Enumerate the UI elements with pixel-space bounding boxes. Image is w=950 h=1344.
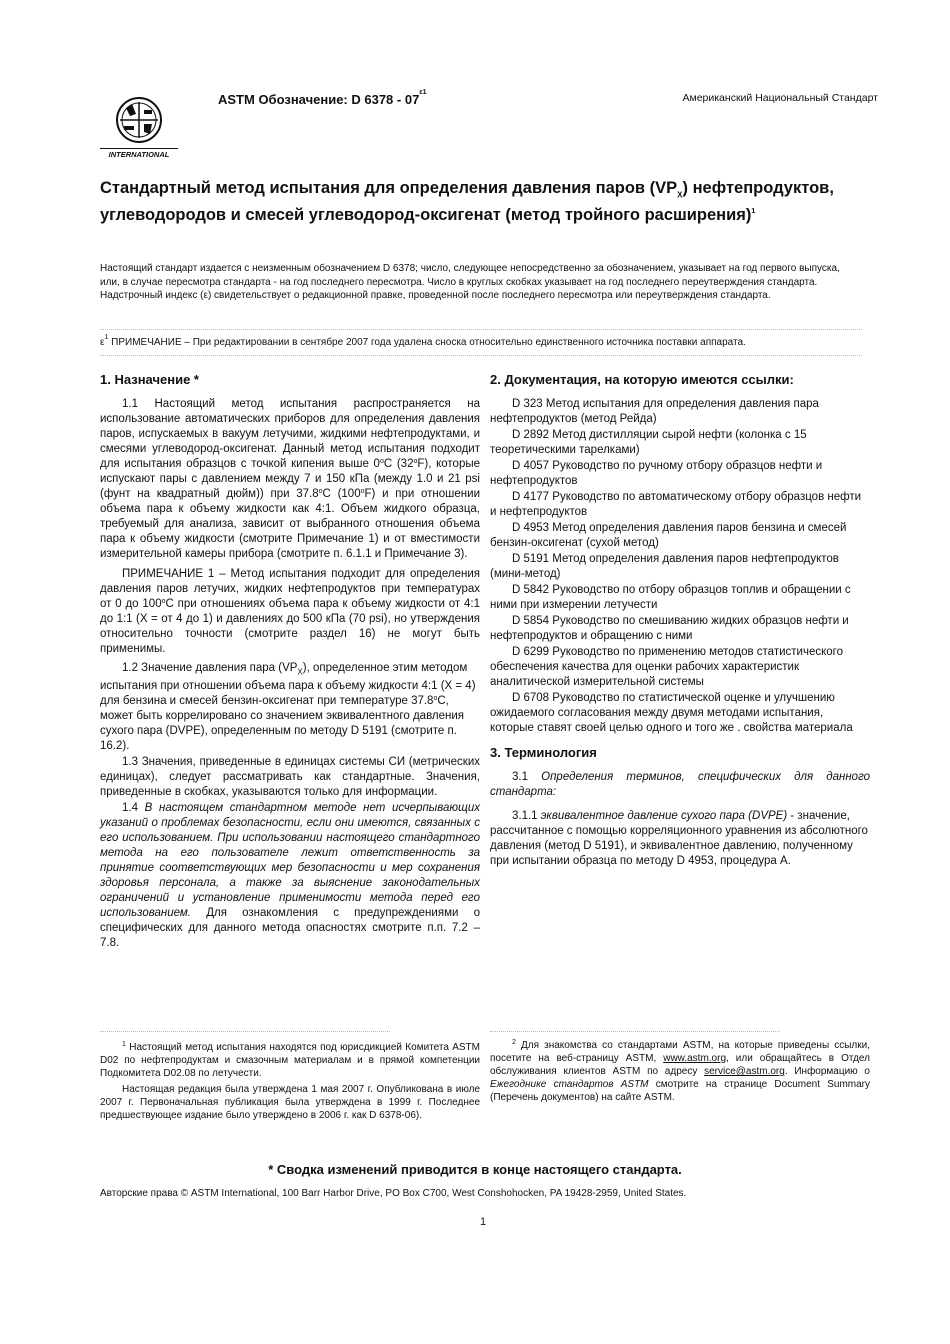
- s1p4-italic: В настоящем стандартном методе нет исчерпывающих указаний о проблемах безопасности, если они имеются, связанных с его использованием. При использовании настоящего стандартного метода на его пользователе лежит ответственность за принятие соответствующих мер безопасности и мер сохранения здоровья персонала, а также за выяснение законодательных ограничений и установление применимости метода перед его использованием.: [100, 802, 480, 920]
- astm-website-link[interactable]: www.astm.org: [663, 1053, 727, 1064]
- s1p1-e: F) и при отношении объема пара к объему жидкости как 4:1. Объем жидкого образца, требуемый для анализа, зависит от выбранного отношения объема пара к объему жидкости (смотрите Примечание 1) и от вместимости измерительной камеры прибора (смотрите п. 6.1.1 и Примечание 3).: [100, 488, 480, 560]
- deg: o: [413, 458, 418, 465]
- astm-logo: [100, 94, 178, 160]
- logo-caption: INTERNATIONAL: [100, 148, 178, 159]
- s1p1-c: F), которые испускают пары с давлением между 7 и 150 кПа (между 1.0 и 21 psi (фунт на квадратный дюйм)) при 37.8: [100, 458, 480, 500]
- fn2-b: , или обращайтесь в Отдел обслуживания клиентов ASTM по адресу: [490, 1053, 870, 1077]
- epsilon-sup: 1: [104, 334, 109, 341]
- section3-heading: 3. Терминология: [490, 745, 597, 760]
- reference-item: D 5854 Руководство по смешиванию жидких образцов нефти и нефтепродуктов и обращению с ними: [490, 615, 849, 642]
- footnote-rule-left: [100, 1031, 390, 1032]
- divider-top: [100, 329, 862, 330]
- left-column: [100, 372, 480, 952]
- fn2-mark: 2: [512, 1039, 516, 1046]
- section3-p2: [490, 809, 870, 869]
- reference-item: D 4953 Метод определения давления паров бензина и смесей бензин-оксигенат (сухой метод): [490, 522, 847, 549]
- page-number: 1: [479, 1216, 487, 1228]
- summary-of-changes: * Сводка изменений приводится в конце настоящего стандарта.: [268, 1162, 682, 1177]
- section1-p4: [100, 801, 480, 951]
- reference-item: D 2892 Метод дистилляции сырой нефти (колонка с 15 теоретическими тарелками): [490, 429, 807, 456]
- reference-item: D 323 Метод испытания для определения давления пара нефтепродуктов (метод Рейда): [490, 398, 819, 425]
- deg: o: [318, 488, 323, 495]
- issuance-statement: Настоящий стандарт издается с неизменным обозначением D 6378; число, следующее непосредственно за обозначением, указывает на год первого выпуска, или, в случае пересмотра стандарта - на год последнего пересмотра. Число в круглых скобках указывает на год последнего переутверждения стандарта. Надстрочный индекс (ε) свидетельствует о редакционной правке, проведенной после последнего пересмотра или переутверждения стандарта.: [100, 263, 840, 301]
- epsilon-mark: ε: [100, 337, 105, 348]
- s3p2-num: 3.1.1: [512, 810, 541, 822]
- section1-heading: 1. Назначение *: [100, 372, 199, 387]
- footnote-2-p: [490, 1039, 870, 1104]
- s1p1-b: C (32: [383, 458, 414, 470]
- title-sub: X: [677, 190, 683, 200]
- footnote-1: [100, 1041, 480, 1125]
- note1-a: ПРИМЕЧАНИЕ 1 – Метод испытания подходит для определения давления паров летучих, жидких нефтепродуктов при температурах от 0 до 100: [100, 568, 480, 610]
- divider-bottom: [100, 355, 862, 356]
- deg: o: [161, 598, 166, 605]
- s1p1-d: C (100: [322, 488, 361, 500]
- reference-item: D 5191 Метод определения давления паров нефтепродуктов (мини-метод): [490, 553, 839, 580]
- title-part2: ) нефтепродуктов, углеводородов и смесей углеводород-оксигенат (метод тройного расширения): [100, 179, 834, 225]
- footnote-1-p2: Настоящая редакция была утверждена 1 мая 2007 г. Опубликована в июле 2007 г. Первоначальная публикация была утверждена в 1999 г. Последнее предшествующее издание было утверждено в 2006 г. как D 6378-06).: [100, 1084, 480, 1121]
- s1p2-c: C, может быть коррелировано со значением эквивалентного давления сухого пара (DVPE), определенным по методу D 5191 (смотрите п. 16.2).: [100, 695, 465, 753]
- s1p1-a: 1.1 Настоящий метод испытания распространяется на использование автоматических приборов для определения давления паров, испускаемых в вакуум летучими, жидкими нефтепродуктами, и смесями углеводород-оксигенат. Данный метод испытания подходит для испытания образцов с точкой кипения выше 0: [100, 398, 480, 470]
- document-title: [100, 178, 860, 225]
- title-part1: Стандартный метод испытания для определения давления паров (VP: [100, 179, 678, 197]
- s1p4-rest: Для ознакомления с предупреждениями о специфических для данного метода опасностях смотрите п.п. 7.2 – 7.8.: [100, 907, 480, 950]
- right-column: [490, 372, 870, 870]
- reference-item: D 6299 Руководство по применению методов статистического обеспечения качества для оценки рабочих характеристик аналитической измерительной системы: [490, 646, 843, 688]
- reference-item: D 4177 Руководство по автоматическому отбору образцов нефти и нефтепродуктов: [490, 491, 862, 518]
- section1-p2: [100, 661, 480, 754]
- section3-p1: [490, 770, 870, 800]
- note1-b: C при отношениях объема пара к объему жидкости от 4:1 до 1:1 (X = от 4 до 1) и давлениях до 500 кПа (70 psi), но утверждения относительно точности (смотрите раздел 16) не могут быть применимы.: [100, 598, 481, 655]
- fn2-d: смотрите на странице Document Summary (Перечень документов) на сайте ASTM.: [490, 1079, 870, 1103]
- fn2-c: . Информацию о: [784, 1066, 870, 1077]
- designation-sup: ε1: [419, 89, 427, 96]
- editorial-note-text: ПРИМЕЧАНИЕ – При редактировании в сентябре 2007 года удалена сноска относительно единственного источника поставки аппарата.: [108, 337, 746, 348]
- title-footnote-ref: 1: [751, 208, 756, 216]
- fn1-text: Настоящий метод испытания находятся под юрисдикцией Комитета ASTM D02 по нефтепродуктам и смазочным материалам и в прямой компетенции Подкомитета D02.08 по летучести.: [100, 1042, 480, 1079]
- national-standard-label: Американский Национальный Стандарт: [682, 92, 878, 104]
- deg: o: [379, 458, 384, 465]
- s3p1-italic: Определения терминов, специфических для данного стандарта:: [490, 771, 871, 798]
- service-email-link[interactable]: service@astm.org: [704, 1066, 785, 1077]
- designation-text: ASTM Обозначение: D 6378 - 07: [218, 92, 420, 107]
- reference-item: D 5842 Руководство по отбору образцов топлив и обращении с ними при измерении летучести: [490, 584, 851, 611]
- footnote-rule-right: [490, 1031, 780, 1032]
- fn2-a: Для знакомства со стандартами ASTM, на которые приведены ссылки, посетите на веб-страницу ASTM,: [490, 1040, 870, 1064]
- s1p2-sub: X: [297, 667, 303, 677]
- s1p2-a: 1.2 Значение давления пара (VP: [122, 662, 298, 674]
- s1p2-b: ), определенное этим методом испытания при отношении объема пара к объему жидкости 4:1 (X = 4) для бензина и смесей бензин-оксигенат при температуре 37.8: [100, 662, 476, 708]
- deg: o: [360, 488, 365, 495]
- designation: [218, 89, 427, 107]
- fn1-mark: 1: [122, 1041, 126, 1048]
- section1-p1: [100, 397, 480, 562]
- footnote-1-p1: [100, 1041, 480, 1080]
- fn2-italic: Ежегоднике стандартов ASTM: [490, 1079, 649, 1090]
- section2-heading: 2. Документация, на которую имеются ссылки:: [490, 372, 794, 387]
- editorial-note: [100, 334, 852, 348]
- s3p1-num: 3.1: [512, 771, 542, 783]
- s1p4-num: 1.4: [122, 802, 145, 815]
- deg: o: [433, 695, 438, 703]
- copyright: Авторские права © ASTM International, 100 Barr Harbor Drive, PO Box C700, West Conshohocken, PA 19428-2959, United States.: [100, 1188, 687, 1199]
- s3p2-rest: - значение, рассчитанное с помощью корреляционного уравнения из абсолютного давления (метод D 5191), и эквивалентное давлению, полученному при испытании образца по методу D 4953, процедура А.: [490, 810, 868, 867]
- note1: [100, 567, 480, 657]
- reference-item: D 6708 Руководство по статистической оценке и улучшению ожидаемого согласования между двумя методами испытания, которые ставят своей целью одного и того же . свойства материала: [490, 692, 853, 734]
- s3p2-italic: эквивалентное давление сухого пара (DVPE): [540, 810, 788, 822]
- footnote-2: [490, 1039, 870, 1107]
- section1-p3: 1.3 Значения, приведенные в единицах системы СИ (метрических единицах), следует рассматривать как стандартные. Значения, приведенные в скобках, указываются только для информации.: [100, 756, 480, 799]
- reference-item: D 4057 Руководство по ручному отбору образцов нефти и нефтепродуктов: [490, 460, 823, 487]
